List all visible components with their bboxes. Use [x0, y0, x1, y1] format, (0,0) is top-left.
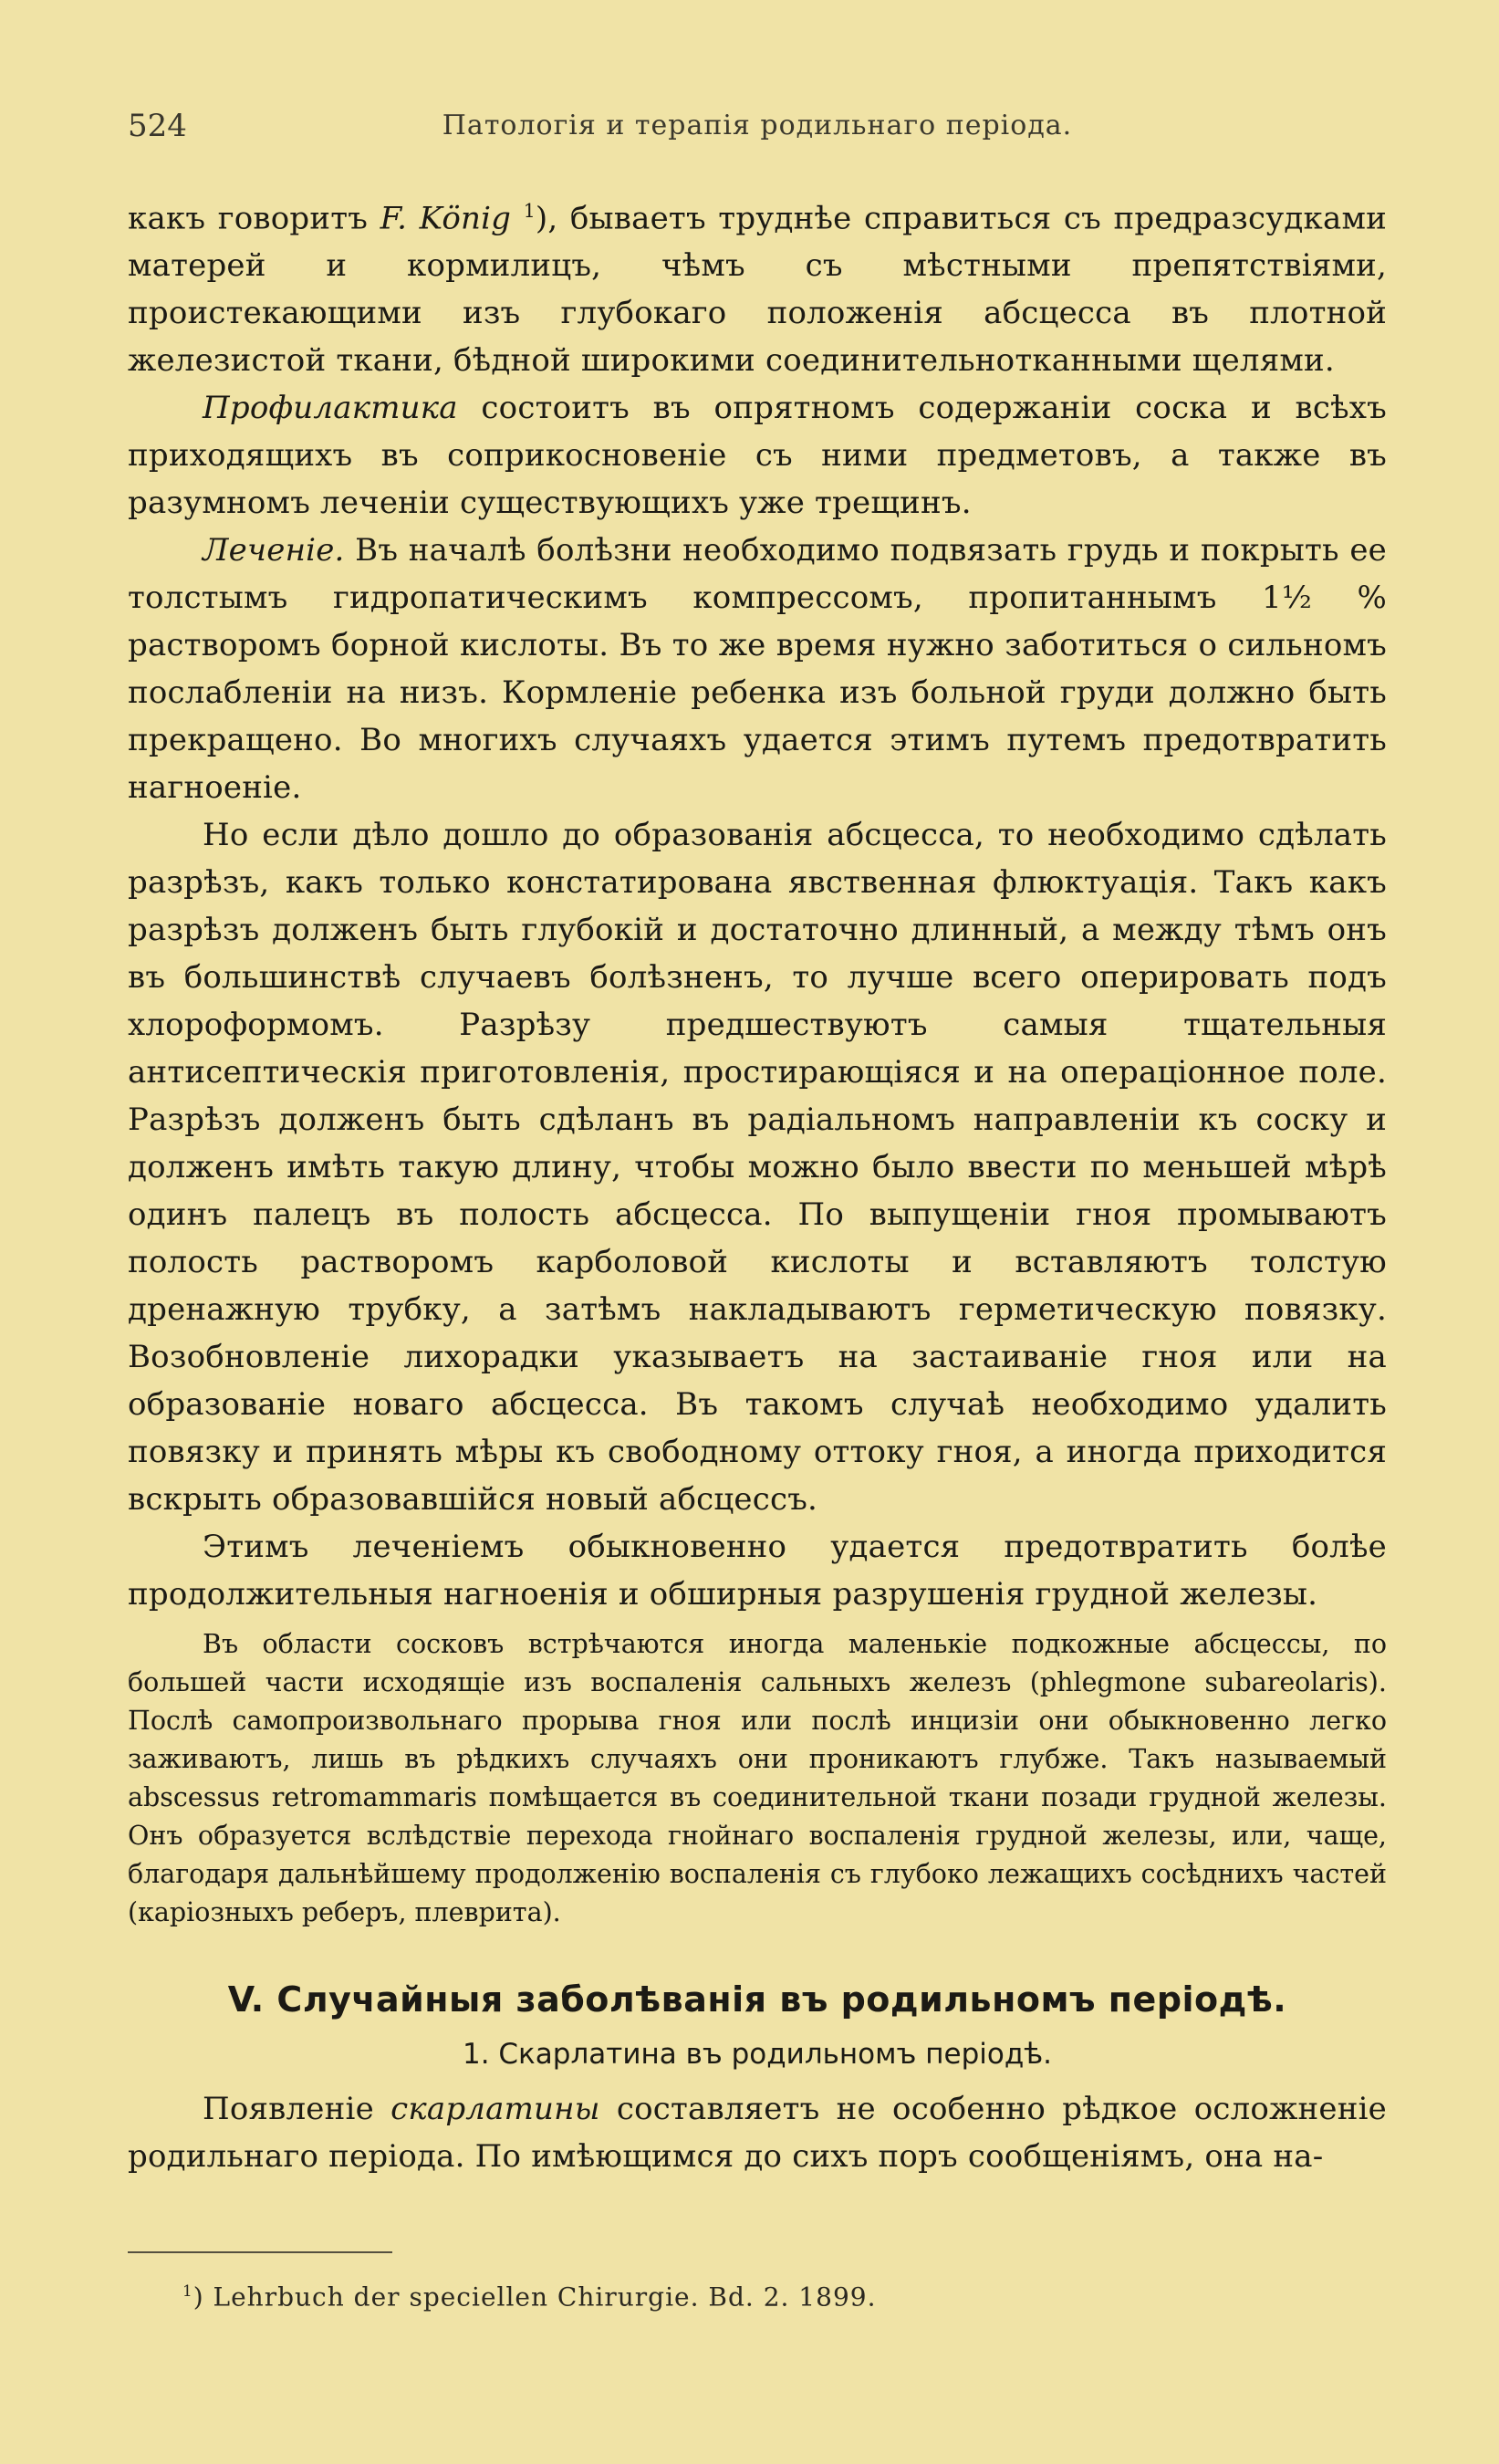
paragraph-incision: Но если дѣло дошло до образованія абсцесса, то необходимо сдѣлать разрѣзъ, какъ только констатирована явственная флюктуація. Такъ какъ разрѣзъ долженъ быть глубокій и достаточно длинный, а между тѣмъ онъ въ большинствѣ случаевъ болѣзненъ, то лучше всего оперировать подъ хлороформомъ. Разрѣзу предшествуютъ самыя тщательныя антисептическія приготовленія, простирающіяся и на операціонное поле. Разрѣзъ долженъ быть сдѣланъ въ радіальномъ направленіи къ соску и долженъ имѣть такую длину, чтобы можно было ввести по меньшей мѣрѣ одинъ палецъ въ полость абсцесса. По выпущеніи гноя промываютъ полость растворомъ карболовой кислоты и вставляютъ толстую дренажную трубку, а затѣмъ накладываютъ герметическую повязку. Возобновленіе лихорадки указываетъ на застаиваніе гноя или на образованіе новаго абсцесса. Въ такомъ случаѣ необходимо удалить повязку и принять мѣры къ свободному оттоку гноя, а иногда приходится вскрыть образовавшійся новый абсцессъ. [128, 817, 1387, 1519]
footnote-mark: 1 [182, 2281, 193, 2300]
paragraph-outcome: Этимъ леченіемъ обыкновенно удается предотвратить болѣе продолжительныя нагноенія и обширныя разрушенія грудной железы. [128, 1529, 1387, 1613]
page-number: 524 [128, 108, 187, 144]
paragraph-lead: Леченіе. [203, 532, 345, 569]
page-body [128, 187, 1387, 2180]
text-segment: какъ говоритъ [128, 200, 380, 237]
author-name: F. König [380, 200, 512, 237]
page-header [128, 108, 1387, 153]
paragraph-lead: Профилактика [203, 390, 458, 427]
footnote-text: ) Lehrbuch der speciellen Chirurgie. Bd. 2. 1899. [193, 2281, 877, 2313]
text-segment: Въ началѣ болѣзни необходимо подвязать грудь и покрыть ее толстымъ гидропатическимъ компрессомъ, пропитаннымъ 1½ % растворомъ борной кислоты. Въ то же время нужно заботиться о сильномъ послабленіи на низъ. Кормленіе ребенка изъ больной груди должно быть прекращено. Во многихъ случаяхъ удается этимъ путемъ предотвратить нагноеніе. [128, 532, 1387, 807]
paragraph-prophylaxis [128, 384, 1387, 527]
footnote-ref: 1 [523, 200, 536, 222]
footnote [182, 2281, 876, 2312]
text-segment: состоитъ въ опрятномъ содержаніи соска и всѣхъ приходящихъ въ соприкосновеніе съ ними предметовъ, а также въ разумномъ леченіи существующихъ уже трещинъ. [128, 390, 1387, 522]
text-segment: Появленіе [203, 2091, 391, 2128]
subsection-heading: 1. Скарлатина въ родильномъ періодѣ. [462, 2038, 1053, 2072]
text-segment: составляетъ не особенно рѣдкое осложненіе родильнаго періода. По имѣющимся до сихъ поръ сообщеніямъ, она на- [128, 2091, 1387, 2176]
paragraph-scarlatina [128, 2085, 1387, 2180]
running-title: Патологія и терапія родильнаго періода. [442, 110, 1073, 141]
section-heading: V. Случайныя заболѣванія въ родильномъ періодѣ. [227, 1979, 1287, 2020]
paragraph-continuation [128, 187, 1387, 384]
paragraph-treatment [128, 527, 1387, 811]
paragraph-small-print: Въ области сосковъ встрѣчаются иногда маленькіе подкожные абсцессы, по большей части исходящіе изъ воспаленія сальныхъ железъ (phlegmone subareolaris). Послѣ самопроизвольнаго прорыва гноя или послѣ инцизіи они обыкновенно легко заживаютъ, лишь въ рѣдкихъ случаяхъ они проникаютъ глубже. Такъ называемый abscessus retromammaris помѣщается въ соединительной ткани позади грудной железы. Онъ образуется вслѣдствіе перехода гнойнаго воспаленія грудной железы, или, чаще, благодаря дальнѣйшему продолженію воспаленія съ глубоко лежащихъ сосѣднихъ частей (каріозныхъ реберъ, плеврита). [128, 1629, 1387, 1928]
paragraph-lead: скарлатины [390, 2091, 600, 2128]
text-segment: ), бываетъ труднѣе справиться съ предразсудками матерей и кормилицъ, чѣмъ съ мѣстными препятствіями, проистекающими изъ глубокаго положенія абсцесса въ плотной железистой ткани, бѣдной широкими соединительнотканными щелями. [128, 200, 1387, 380]
footnote-divider [128, 2251, 392, 2253]
